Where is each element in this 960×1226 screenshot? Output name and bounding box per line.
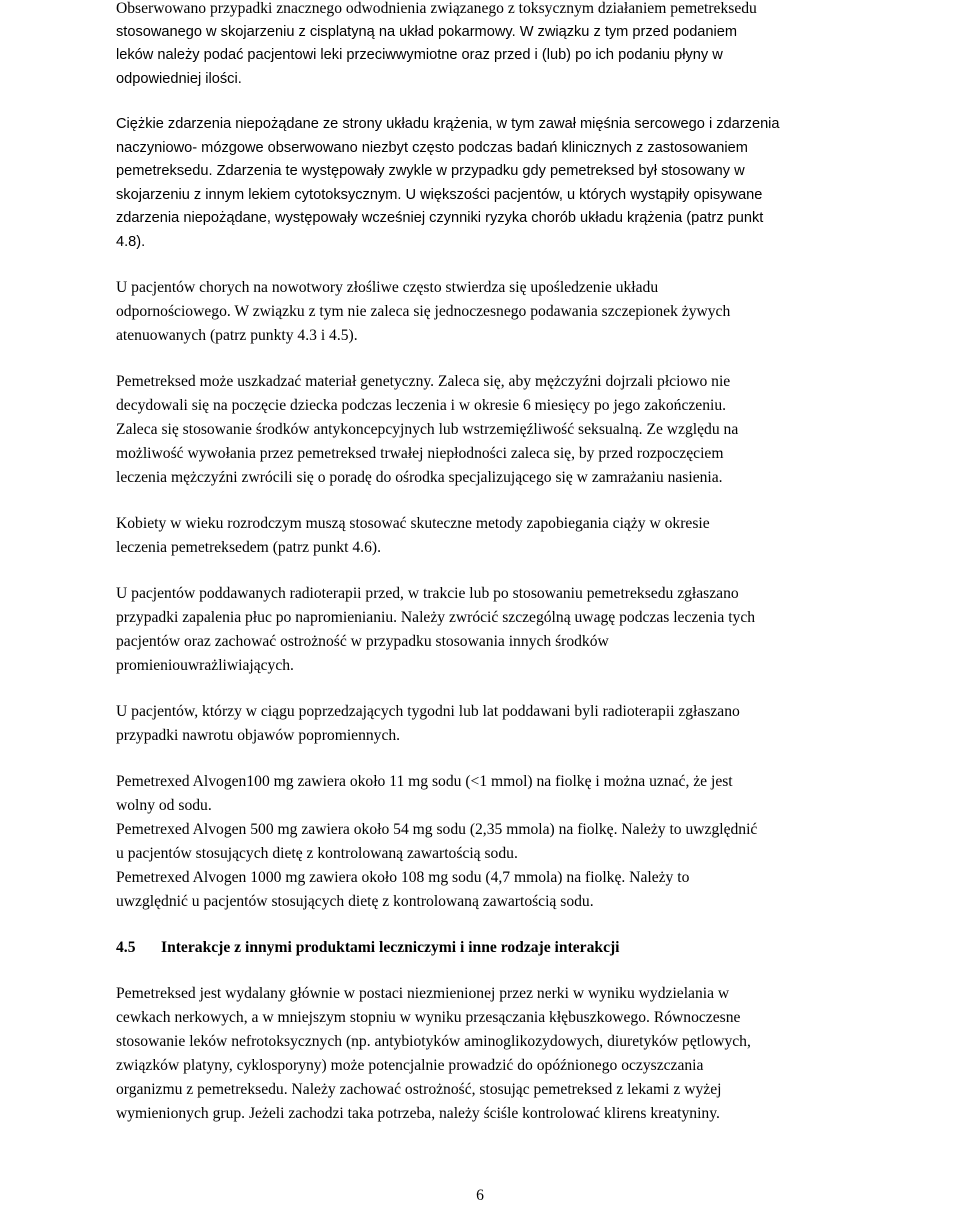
paragraph-contraception	[116, 512, 846, 560]
text-line: promieniouwrażliwiających.	[116, 657, 294, 674]
text-line: zdarzenia niepożądane, występowały wcześniej czynniki ryzyka chorób układu krążenia (patrz punkt	[116, 210, 764, 226]
text-line: U pacjentów poddawanych radioterapii przed, w trakcie lub po stosowaniu pemetreksedu zgłaszano	[116, 585, 739, 602]
text-line: cewkach nerkowych, a w mniejszym stopniu w wyniku przesączania kłębuszkowego. Równoczesne	[116, 1009, 741, 1026]
text-line: U pacjentów chorych na nowotwory złośliwe często stwierdza się upośledzenie układu	[116, 279, 659, 296]
text-line: związków platyny, cyklosporyny) może potencjalnie prowadzić do opóźnionego oczyszczania	[116, 1057, 704, 1074]
text-line: Zaleca się stosowanie środków antykoncepcyjnych lub wstrzemięźliwość seksualną. Ze względu na	[116, 421, 739, 438]
text-line: u pacjentów stosujących dietę z kontrolowaną zawartością sodu.	[116, 845, 518, 862]
text-line: atenuowanych (patrz punkty 4.3 i 4.5).	[116, 327, 358, 344]
text-line: Pemetrexed Alvogen100 mg zawiera około 11 mg sodu (<1 mmol) na fiolkę i można uznać, że jest	[116, 773, 733, 790]
text-line: organizmu z pemetreksedu. Należy zachować ostrożność, stosując pemetreksed z lekami z wyżej	[116, 1081, 722, 1098]
text-line: leków należy podać pacjentowi leki przeciwwymiotne oraz przed i (lub) po ich podaniu płyny w	[116, 47, 723, 63]
text-line: Obserwowano przypadki znacznego odwodnienia związanego z toksycznym działaniem pemetreksedu	[116, 0, 757, 17]
paragraph-sodium	[116, 770, 846, 914]
text-line: Kobiety w wieku rozrodczym muszą stosować skuteczne metody zapobiegania ciąży w okresie	[116, 515, 710, 532]
text-line: U pacjentów, którzy w ciągu poprzedzających tygodni lub lat poddawani byli radioterapii zgłaszano	[116, 703, 740, 720]
paragraph-interactions	[116, 982, 846, 1126]
paragraph-radiotherapy	[116, 582, 846, 678]
text-line: Pemetrexed Alvogen 500 mg zawiera około 54 mg sodu (2,35 mmola) na fiolkę. Należy to uwzględnić	[116, 821, 758, 838]
paragraph-cardiovascular	[116, 113, 846, 254]
text-line: odpornościowego. W związku z tym nie zaleca się jednoczesnego podawania szczepionek żywych	[116, 303, 731, 320]
text-line: Ciężkie zdarzenia niepożądane ze strony układu krążenia, w tym zawał mięśnia sercowego i zdarzenia	[116, 116, 780, 132]
text-line: wymienionych grup. Jeżeli zachodzi taka potrzeba, należy ściśle kontrolować klirens kreatyniny.	[116, 1105, 720, 1122]
text-line: 4.8).	[116, 233, 146, 250]
text-line: wolny od sodu.	[116, 797, 212, 814]
text-line: skojarzeniu z innym lekiem cytotoksycznym. U większości pacjentów, u których wystąpiły opisywane	[116, 186, 763, 203]
text-line: decydowali się na poczęcie dziecka podczas leczenia i w okresie 6 miesięcy po jego zakończeniu.	[116, 397, 727, 414]
text-line: stosowanie leków nefrotoksycznych (np. antybiotyków aminoglikozydowych, diuretyków pętlowych,	[116, 1033, 751, 1050]
paragraph-genetic	[116, 370, 846, 490]
section-number: 4.5	[116, 939, 136, 956]
paragraph-radiation-recall	[116, 700, 846, 748]
text-line: uwzględnić u pacjentów stosujących dietę z kontrolowaną zawartością sodu.	[116, 893, 594, 910]
paragraph-immune	[116, 276, 846, 348]
text-line: leczenia pemetreksedem (patrz punkt 4.6).	[116, 539, 381, 556]
text-line: możliwość wywołania przez pemetreksed trwałej niepłodności zaleca się, by przed rozpoczęciem	[116, 445, 724, 462]
text-line: stosowanego w skojarzeniu z cisplatyną na układ pokarmowy. W związku z tym przed podaniem	[116, 23, 738, 40]
text-line: Pemetrexed Alvogen 1000 mg zawiera około 108 mg sodu (4,7 mmola) na fiolkę. Należy to	[116, 869, 690, 886]
text-line: leczenia mężczyźni zwrócili się o poradę do ośrodka specjalizującego się w zamrażaniu nasienia.	[116, 469, 723, 486]
text-line: Pemetreksed może uszkadzać materiał genetyczny. Zaleca się, aby mężczyźni dojrzali płciowo nie	[116, 373, 731, 390]
section-heading	[116, 936, 846, 960]
text-line: przypadki nawrotu objawów popromiennych.	[116, 727, 401, 744]
text-line: odpowiedniej ilości.	[116, 70, 242, 87]
section-title: Interakcje z innymi produktami leczniczymi i inne rodzaje interakcji	[161, 939, 620, 956]
text-line: naczyniowo- mózgowe obserwowano niezbyt często podczas badań klinicznych z zastosowaniem	[116, 139, 748, 156]
paragraph-dehydration	[116, 0, 846, 91]
text-line: pacjentów oraz zachować ostrożność w przypadku stosowania innych środków	[116, 633, 609, 650]
page-number: 6	[476, 1187, 484, 1204]
text-line: przypadki zapalenia płuc po napromienianiu. Należy zwrócić szczególną uwagę podczas leczenia tych	[116, 609, 756, 626]
document-page	[116, 0, 846, 1126]
text-line: Pemetreksed jest wydalany głównie w postaci niezmienionej przez nerki w wyniku wydzielania w	[116, 985, 730, 1002]
text-line: pemetreksedu. Zdarzenia te występowały zwykle w przypadku gdy pemetreksed był stosowany w	[116, 163, 745, 179]
